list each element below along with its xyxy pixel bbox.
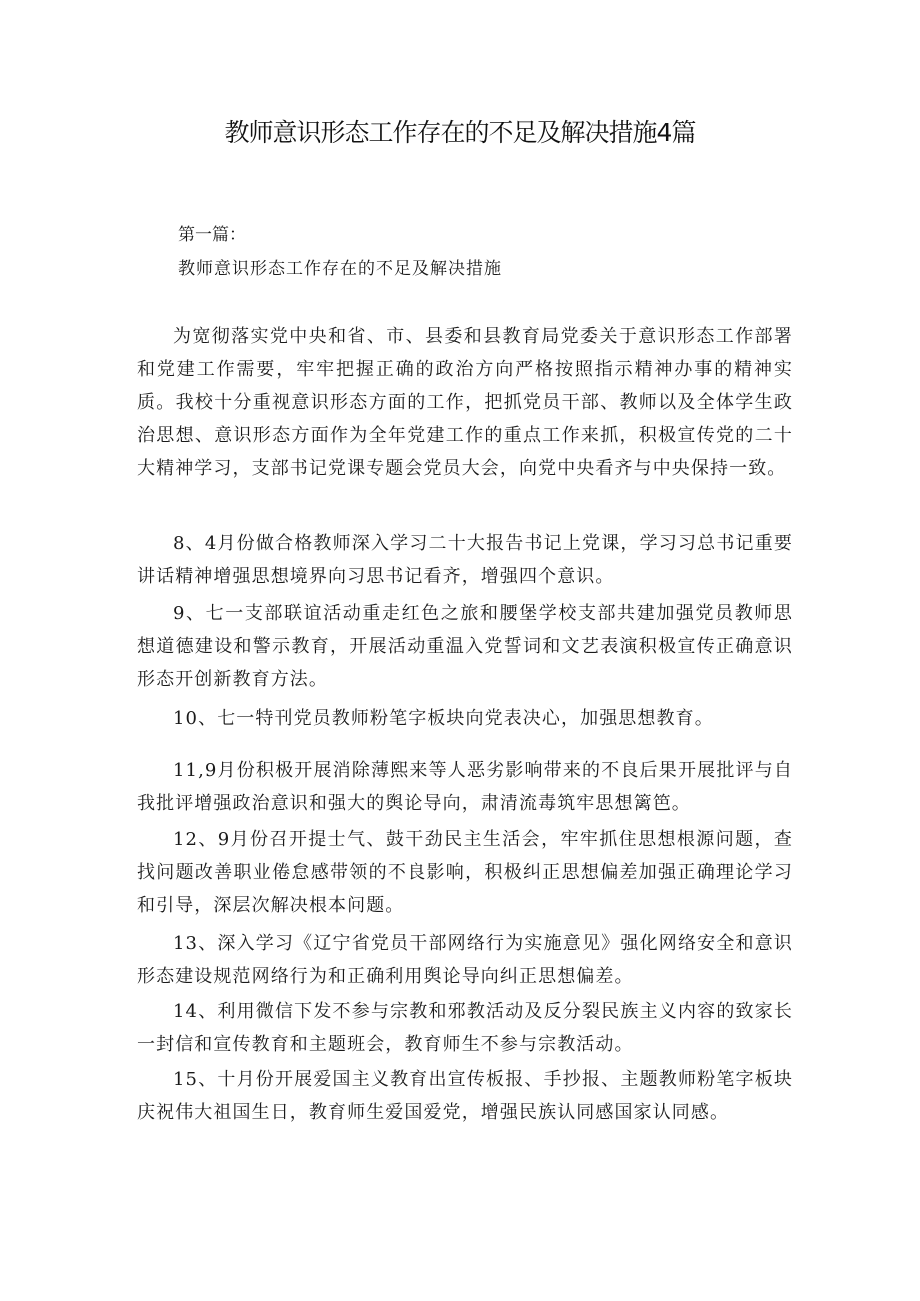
section-subtitle: 教师意识形态工作存在的不足及解决措施: [178, 259, 502, 279]
paragraph-item-14: 14、利用微信下发不参与宗教和邪教活动及反分裂民族主义内容的致家长一封信和宣传教育和主题班会，教育师生不参与宗教活动。: [137, 1001, 793, 1055]
paragraph-item-8: 8、4月份做合格教师深入学习二十大报告书记上党课，学习习总书记重要讲话精神增强思想境界向习思书记看齐，增强四个意识。: [137, 533, 793, 587]
paragraph-item-11: 11,9月份积极开展消除薄熙来等人恶劣影响带来的不良后果开展批评与自我批评增强政治意识和强大的舆论导向，肃清流毒筑牢思想篱笆。: [137, 760, 793, 814]
paragraph-item-15: 15、十月份开展爱国主义教育出宣传板报、手抄报、主题教师粉笔字板块庆祝伟大祖国生日，教育师生爱国爱党，增强民族认同感国家认同感。: [137, 1069, 793, 1123]
paragraph-item-9: 9、七一支部联谊活动重走红色之旅和腰堡学校支部共建加强党员教师思想道德建设和警示教育，开展活动重温入党誓词和文艺表演积极宣传正确意识形态开创新教育方法。: [137, 603, 793, 690]
paragraph-intro: 为宽彻落实党中央和省、市、县委和县教育局党委关于意识形态工作部署和党建工作需要，牢牢把握正确的政治方向严格按照指示精神办事的精神实质。我校十分重视意识形态方面的工作，把抓党员干部、教师以及全体学生政治思想、意识形态方面作为全年党建工作的重点工作来抓，积极宣传党的二十大精神学习，支部书记党课专题会党员大会，向党中央看齐与中央保持一致。: [137, 326, 793, 479]
section-label: 第一篇：: [178, 225, 246, 245]
paragraph-item-13: 13、深入学习《辽宁省党员干部网络行为实施意见》强化网络安全和意识形态建设规范网络行为和正确利用舆论导向纠正思想偏差。: [137, 933, 793, 987]
document-title: 教师意识形态工作存在的不足及解决措施4篇: [224, 118, 696, 147]
paragraph-item-12: 12、9月份召开提士气、鼓干劲民主生活会，牢牢抓住思想根源问题，查找问题改善职业倦怠感带领的不良影响，积极纠正思想偏差加强正确理论学习和引导，深层次解决根本问题。: [137, 829, 793, 916]
paragraph-item-10: 10、七一特刊党员教师粉笔字板块向党表决心，加强思想教育。: [173, 708, 714, 729]
